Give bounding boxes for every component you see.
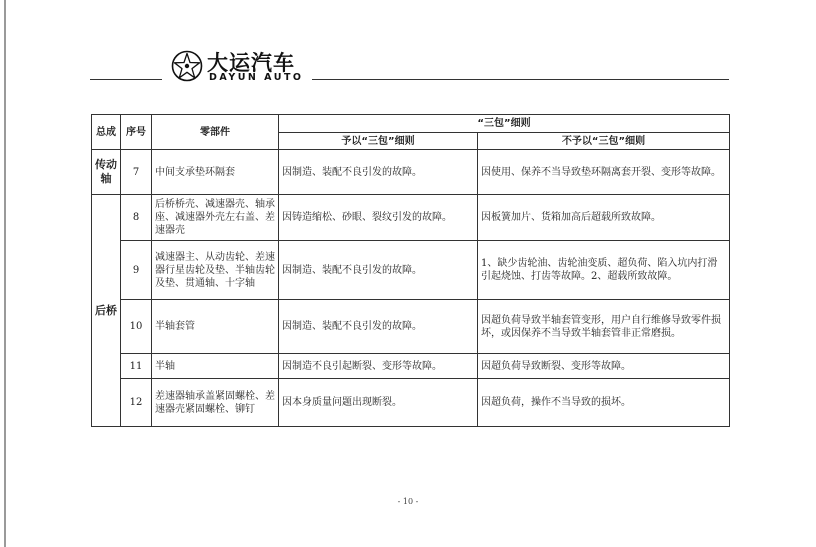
row-covered: 因制造不良引起断裂、变形等故障。 [279, 354, 478, 379]
row-not-covered: 因使用、保养不当导致垫环隔离套开裂、变形等故障。 [478, 150, 730, 195]
row-part: 半轴套管 [152, 300, 279, 354]
warranty-table [91, 114, 730, 427]
brand-name-en: DAYUN AUTO [209, 72, 304, 83]
row-not-covered: 因超负荷导致半轴套管变形，用户自行维修导致零件损坏，或因保养不当导致半轴套管非正常磨损。 [478, 300, 730, 354]
header-rule-left [90, 79, 162, 80]
row-seq: 9 [121, 241, 152, 300]
header-part: 零部件 [152, 115, 279, 150]
row-seq: 11 [121, 354, 152, 379]
group-name: 传动轴 [92, 150, 121, 195]
table-row [92, 241, 730, 300]
row-part: 中间支承垫环隔套 [152, 150, 279, 195]
row-covered: 因制造、装配不良引发的故障。 [279, 241, 478, 300]
table-row [92, 300, 730, 354]
table-row [92, 354, 730, 379]
row-covered: 因本身质量问题出现断裂。 [279, 379, 478, 427]
row-covered: 因铸造缩松、砂眼、裂纹引发的故障。 [279, 195, 478, 241]
header-covered: 予以“三包”细则 [279, 133, 478, 150]
header-not-covered: 不予以“三包”细则 [478, 133, 730, 150]
row-part: 减速器主、从动齿轮、差速器行星齿轮及垫、半轴齿轮及垫、贯通轴、十字轴 [152, 241, 279, 300]
brand-logo [171, 47, 311, 87]
table-row [92, 379, 730, 427]
row-seq: 10 [121, 300, 152, 354]
row-covered: 因制造、装配不良引发的故障。 [279, 150, 478, 195]
table-row [92, 150, 730, 195]
row-seq: 7 [121, 150, 152, 195]
row-not-covered: 因板簧加片、货箱加高后超载所致故障。 [478, 195, 730, 241]
row-not-covered: 因超负荷导致断裂、变形等故障。 [478, 354, 730, 379]
row-not-covered: 1、缺少齿轮油、齿轮油变质、超负荷、陷入坑内打滑引起烧蚀、打齿等故障。2、超载所致故障。 [478, 241, 730, 300]
row-seq: 12 [121, 379, 152, 427]
brand-name-cn: 大运汽车 [207, 51, 295, 75]
page-edge-bar [4, 0, 6, 547]
row-part: 后桥桥壳、减速器壳、轴承座、减速器外壳左右盖、差速器壳 [152, 195, 279, 241]
star-wheel-icon [171, 50, 203, 82]
header-group: “三包”细则 [279, 115, 730, 133]
header-seq: 序号 [121, 115, 152, 150]
header-category: 总成 [92, 115, 121, 150]
page-number: - 10 - [397, 497, 419, 506]
row-covered: 因制造、装配不良引发的故障。 [279, 300, 478, 354]
row-part: 差速器轴承盖紧固螺栓、差速器壳紧固螺栓、铆钉 [152, 379, 279, 427]
group-name: 后桥 [92, 195, 121, 427]
row-not-covered: 因超负荷，操作不当导致的损坏。 [478, 379, 730, 427]
table-row [92, 195, 730, 241]
header-rule-right [312, 79, 729, 80]
row-part: 半轴 [152, 354, 279, 379]
row-seq: 8 [121, 195, 152, 241]
